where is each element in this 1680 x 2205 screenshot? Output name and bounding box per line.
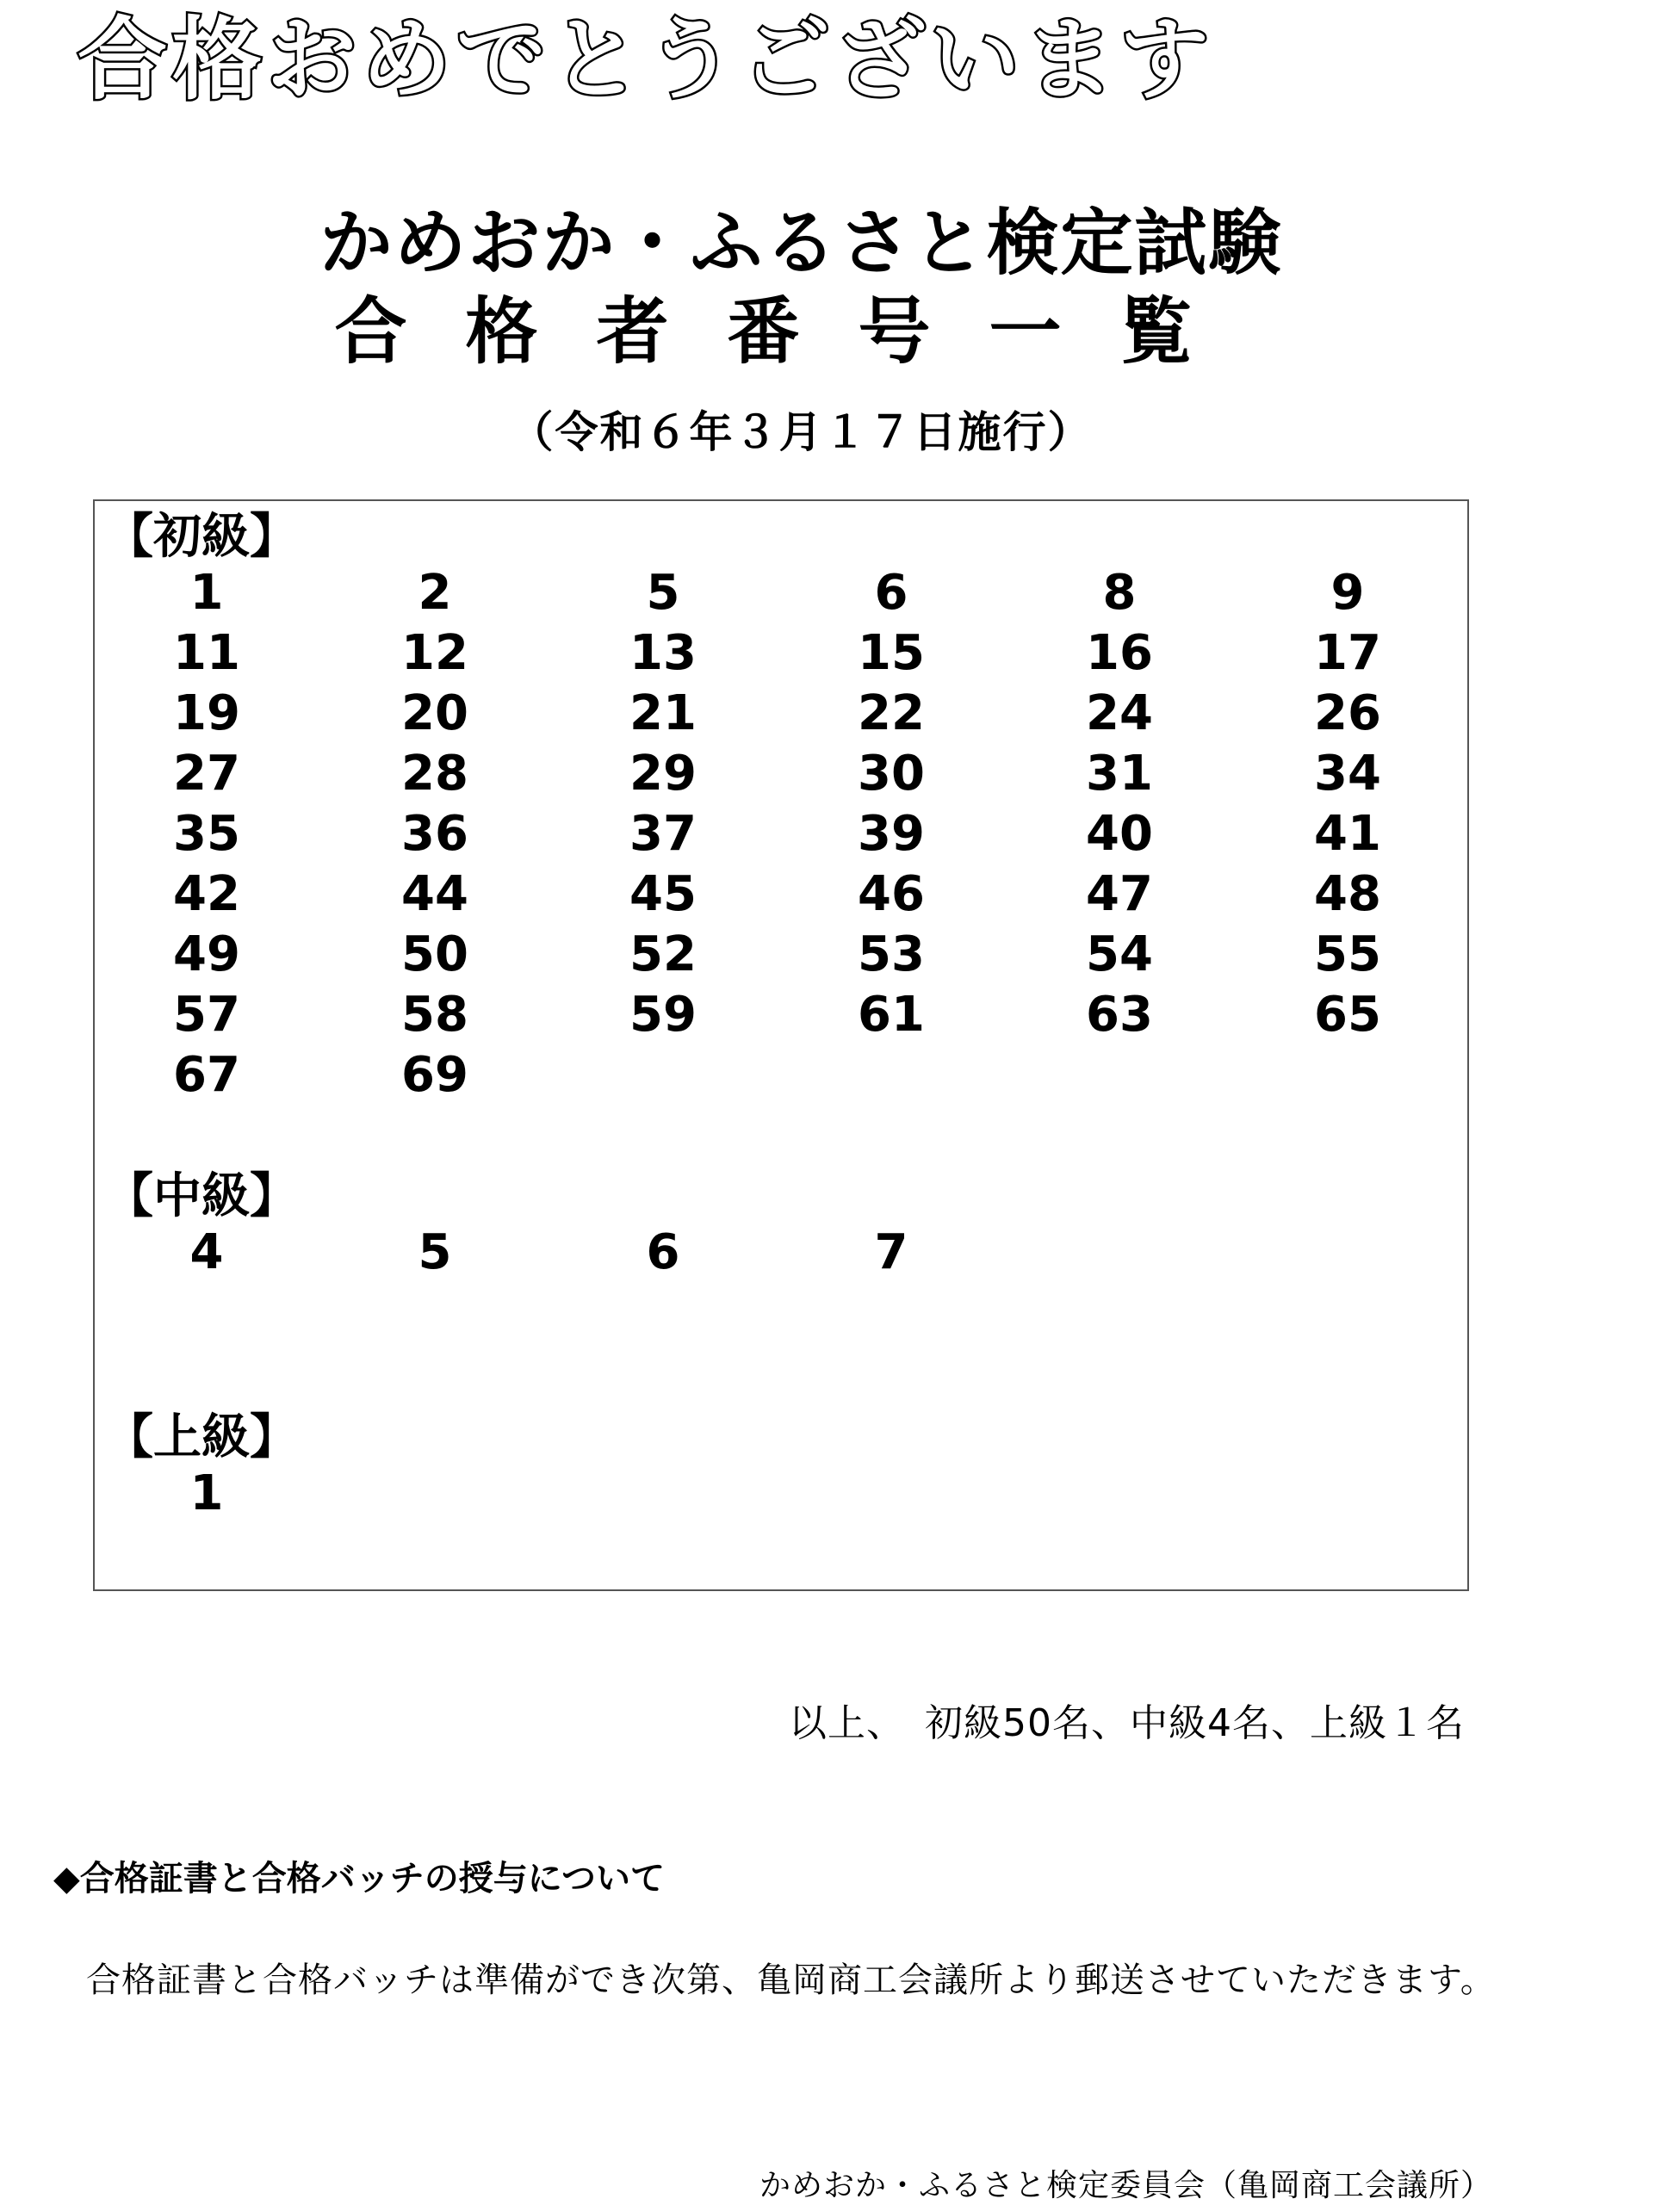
organizer-footer: かめおか・ふるさと検定委員会（亀岡商工会議所） [759,2168,1492,2203]
pass-number: 21 [629,685,697,741]
certificate-section-heading: ◆合格証書と合格バッチの授与について [53,1859,665,1898]
pass-number: 41 [1314,806,1381,862]
pass-number: 31 [1086,746,1153,802]
pass-number: 11 [173,625,240,681]
number-row [95,864,1471,925]
pass-number: 59 [629,987,697,1043]
pass-number: 1 [189,1465,224,1521]
pass-number: 7 [874,1224,908,1280]
number-row [95,925,1471,985]
number-row [95,985,1471,1045]
level-heading-advanced: 【上級】 [105,1409,298,1465]
pass-number: 22 [858,685,925,741]
pass-number: 13 [629,625,697,681]
pass-number: 40 [1086,806,1153,862]
pass-number: 8 [1102,565,1137,621]
list-title: 合格者番号一覧 [334,289,1251,374]
pass-number: 24 [1086,685,1153,741]
number-row [95,744,1471,804]
exam-date: （令和６年３月１７日施行） [510,407,1093,457]
pass-number: 50 [401,926,468,982]
number-row [95,684,1471,744]
number-row [95,804,1471,864]
number-grid-advanced [95,1464,1471,1524]
level-heading-intermediate: 【中級】 [105,1168,298,1224]
pass-number: 63 [1086,987,1153,1043]
pass-number: 15 [858,625,925,681]
pass-number: 39 [858,806,925,862]
pass-number: 49 [173,926,240,982]
pass-number: 69 [401,1047,468,1103]
pass-number: 16 [1086,625,1153,681]
certificate-section-body: 合格証書と合格バッチは準備ができ次第、亀岡商工会議所より郵送させていただきます。 [86,1960,1496,2000]
number-row [95,1223,1471,1283]
pass-number: 46 [858,866,925,922]
pass-number: 20 [401,685,468,741]
pass-number: 47 [1086,866,1153,922]
pass-number: 1 [189,565,224,621]
pass-number: 28 [401,746,468,802]
pass-number: 12 [401,625,468,681]
pass-number: 26 [1314,685,1381,741]
pass-number: 67 [173,1047,240,1103]
pass-count-summary: 以上、 初級50名、中級4名、上級１名 [789,1701,1465,1745]
pass-number: 2 [418,565,452,621]
pass-number: 58 [401,987,468,1043]
pass-number: 9 [1330,565,1365,621]
pass-number: 5 [646,565,680,621]
pass-number: 36 [401,806,468,862]
pass-number: 61 [858,987,925,1043]
pass-number: 29 [629,746,697,802]
level-heading-beginner: 【初級】 [105,509,298,565]
number-row [95,1045,1471,1106]
number-row [95,1464,1471,1524]
pass-number: 52 [629,926,697,982]
pass-number: 65 [1314,987,1381,1043]
number-grid-intermediate [95,1223,1471,1283]
pass-number: 5 [418,1224,452,1280]
results-box [93,499,1469,1591]
pass-number: 45 [629,866,697,922]
pass-number: 4 [189,1224,224,1280]
pass-number: 27 [173,746,240,802]
pass-number: 6 [874,565,908,621]
pass-number: 57 [173,987,240,1043]
pass-number: 19 [173,685,240,741]
pass-number: 44 [401,866,468,922]
number-row [95,623,1471,684]
number-row [95,563,1471,623]
pass-number: 34 [1314,746,1381,802]
exam-title: かめおか・ふるさと検定試験 [319,201,1283,285]
pass-number: 30 [858,746,925,802]
pass-number: 53 [858,926,925,982]
pass-number: 48 [1314,866,1381,922]
pass-number: 37 [629,806,697,862]
pass-number: 42 [173,866,240,922]
pass-number: 17 [1314,625,1381,681]
pass-number: 6 [646,1224,680,1280]
number-grid-beginner [95,563,1471,1106]
pass-number: 54 [1086,926,1153,982]
congratulations-banner: 合格おめでとうございます [77,7,1215,112]
pass-number: 35 [173,806,240,862]
pass-number: 55 [1314,926,1381,982]
